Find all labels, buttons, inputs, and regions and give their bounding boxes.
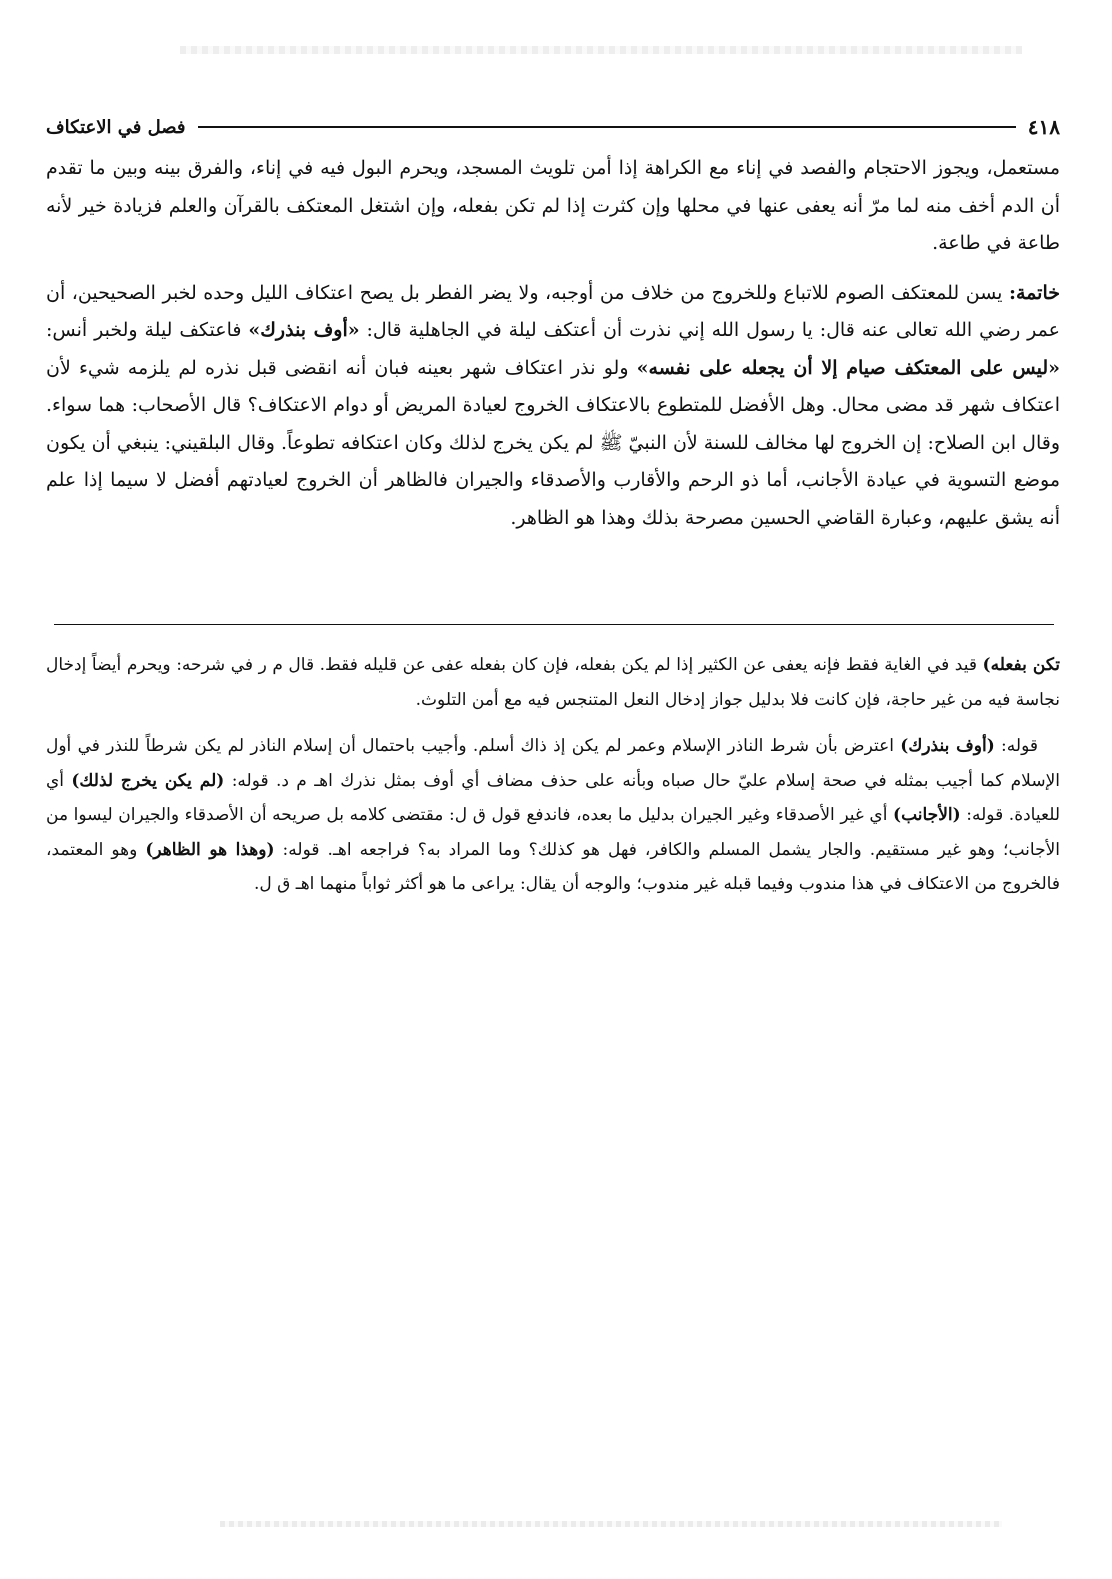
note-2-part-e: وهو المعتمد، فالخروج من الاعتكاف في هذا مندوب وفيما قبله غير مندوب؛ والوجه أن يقال: يراعى ما هو أكثر ثواباً منهما اهـ ق ل. xyxy=(46,839,1060,894)
note-2-lemma-1: (أوف بنذرك) xyxy=(900,736,995,756)
note-1 xyxy=(46,648,1060,717)
scan-edge-artifact-top xyxy=(180,46,1022,54)
main-paragraph-2-part-c: ولو نذر اعتكاف شهر بعينه فبان أنه انقضى قبل نذره لم يلزمه شيء لأن اعتكاف شهر قد مضى محال. وهل الأفضل للمتطوع بالاعتكاف الخروج لعيادة المريض أو دوام الاعتكاف؟ قال الأصحاب: هما سواء. وقال ابن الصلاح: إن الخروج لها مخالف للسنة لأن النبيّ ﷺ لم يكن يخرج لذلك وكان اعتكافه تطوعاً. وقال البلقيني: ينبغي أن يكون موضع التسوية في عيادة الأجانب، أما ذو الرحم والأقارب والأصدقاء والجيران فالظاهر أن الخروج لعيادتهم أفضل لا سيما إذا علم أنه يشق عليهم، وعبارة القاضي الحسين مصرحة بذلك وهذا هو الظاهر. xyxy=(46,356,1060,529)
main-paragraph-2 xyxy=(46,275,1060,538)
page-number: ٤١٨ xyxy=(1027,115,1060,139)
note-2-lemma-3: (الأجانب) xyxy=(893,805,961,825)
hadith-quote-1: «أوف بنذرك» xyxy=(248,319,360,341)
note-1-text: قيد في الغاية فقط فإنه يعفى عن الكثير إذا لم يكن بفعله، فإن كان بفعله عفى عن قليله فقط. قال م ر في شرحه: ويحرم أيضاً إدخال نجاسة فيه من غير حاجة، فإن كانت فلا بدليل جواز إدخال النعل المتنجس فيه مع أمن التلوث. xyxy=(46,655,1060,710)
note-2-lemma-2: (لم يكن يخرج لذلك) xyxy=(71,770,225,791)
main-paragraph-1: مستعمل، ويجوز الاحتجام والفصد في إناء مع الكراهة إذا أمن تلويث المسجد، ويحرم البول فيه في إناء، والفرق بينه وبين ما تقدم أن الدم أخف منه لما مرّ أنه يعفى عنها في محلها وإن كثرت إذا لم تكن بفعله، وإن اشتغل المعتكف بالقرآن والعلم فزيادة خير لأنه طاعة في طاعة. xyxy=(46,157,1060,254)
main-paragraph-2-part-a: يسن للمعتكف الصوم للاتباع وللخروج من خلاف من أوجبه، ولا يضر الفطر بل يصح اعتكاف الليل وحده لخبر الصحيحين، أن عمر رضي الله تعالى عنه قال: يا رسول الله إني نذرت أن أعتكف ليلة في الجاهلية قال: xyxy=(46,281,1060,341)
note-2-lemma-4: (وهذا هو الظاهر) xyxy=(145,839,275,860)
note-2-part-a: قوله: xyxy=(994,736,1038,756)
running-title: فصل في الاعتكاف xyxy=(46,116,186,138)
commentary-notes xyxy=(46,648,1060,902)
note-2-part-d: أي غير الأصدقاء وغير الجيران بدليل ما بعده، فاندفع قول ق ل: مقتضى كلامه بل صريحه أن الأصدقاء والجيران ليسوا من الأجانب؛ وهو غير مستقيم. والجار يشمل المسلم والكافر، فهل هو كذلك؟ وما المراد به؟ فراجعه اهـ. قوله: xyxy=(46,805,1060,860)
note-2-part-b: اعترض بأن شرط الناذر الإسلام وعمر لم يكن إذ ذاك أسلم. وأجيب باحتمال أن إسلام الناذر لم يكن شرطاً للنذر في أول الإسلام كما أجيب بمثله في صحة إسلام عليّ حال صباه وبأنه على حذف مضاف أي أوف بمثل نذرك اهـ م د. قوله: xyxy=(46,736,1060,791)
main-text xyxy=(46,150,1060,537)
header-rule xyxy=(198,126,1016,128)
scan-edge-artifact-bottom xyxy=(220,1521,1002,1527)
footnote-divider xyxy=(54,624,1054,625)
note-1-lemma: تكن بفعله) xyxy=(982,655,1060,675)
main-paragraph-2-part-b: فاعتكف ليلة ولخبر أنس: xyxy=(46,319,249,341)
note-2-part-c: أي للعيادة. قوله: xyxy=(46,770,1060,825)
khatima-heading: خاتمة: xyxy=(1008,281,1060,304)
hadith-quote-2: «ليس على المعتكف صيام إلا أن يجعله على نفسه» xyxy=(636,356,1060,379)
note-2 xyxy=(46,729,1060,902)
page-header xyxy=(46,112,1060,142)
